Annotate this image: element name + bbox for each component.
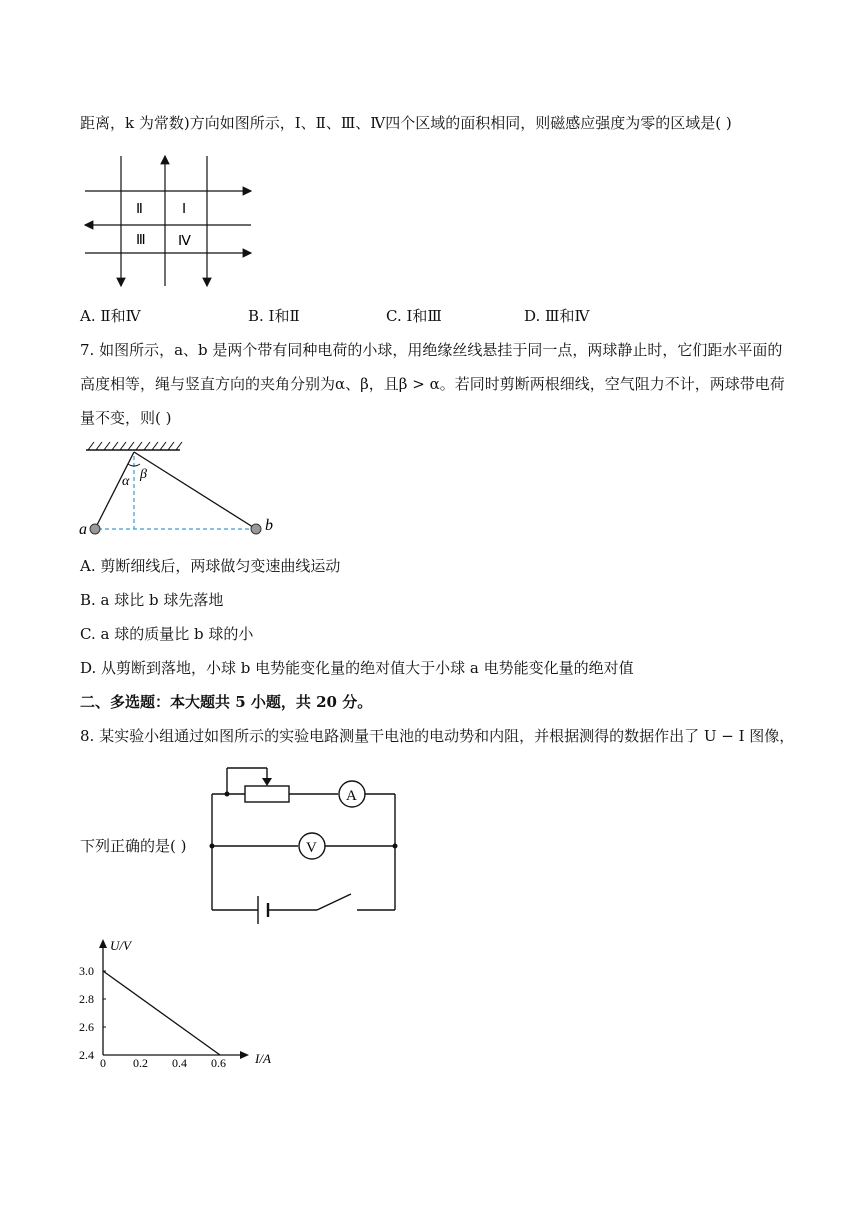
x-axis-label: I/A [255,1051,271,1066]
q7-stem-line1: 7. 如图所示，a、b 是两个带有同种电荷的小球，用绝缘丝线悬挂于同一点，两球静止时，它们距水平面的 [80,341,783,359]
y-tick-label: 2.8 [79,992,94,1006]
region-label-4: Ⅳ [178,234,191,249]
region-label-1: Ⅰ [182,202,187,217]
y-axis-label: U/V [110,938,131,953]
label-b: b [265,517,273,534]
q7-stem-line3: 量不变，则( ) [80,409,172,427]
label-a: a [79,521,87,538]
region-label-2: Ⅱ [136,202,143,217]
q6-option-c[interactable]: C. Ⅰ和Ⅲ [386,307,442,325]
q6-option-d[interactable]: D. Ⅲ和Ⅳ [524,307,590,325]
region-label-3: Ⅲ [136,233,146,248]
x-tick-label: 0.2 [133,1056,148,1070]
switch [317,894,351,910]
y-tick-label: 2.6 [79,1020,94,1034]
ball-b [251,524,261,534]
ball-a [90,524,100,534]
label-beta: β [140,467,147,482]
q8-stem-line1: 8. 某实验小组通过如图所示的实验电路测量干电池的电动势和内阻，并根据测得的数据作出了 U − I 图像， [80,727,795,745]
voltmeter-label: V [306,840,317,856]
q7-option-a[interactable]: A. 剪断细线后，两球做匀变速曲线运动 [80,557,341,575]
x-tick-label: 0 [100,1056,106,1070]
ceiling-hatch [88,442,182,450]
x-tick-label: 0.4 [172,1056,187,1070]
q7-pendulum-figure [76,440,286,540]
rheostat [245,786,289,802]
q6-stem: 距离，k 为常数)方向如图所示，Ⅰ、Ⅱ、Ⅲ、Ⅳ四个区域的面积相同，则磁感应强度为零的区域是( ) [80,114,732,132]
ammeter-label: A [346,788,357,804]
label-alpha: α [122,474,130,489]
q8-circuit-figure [205,760,405,932]
q8-ui-chart [76,936,286,1072]
y-tick-label: 3.0 [79,964,94,978]
q6-wire-figure [78,150,263,290]
q7-stem-line2: 高度相等，绳与竖直方向的夹角分别为α、β，且β > α。若同时剪断两根细线，空气阻力不计，两球带电荷 [80,375,785,393]
y-tick-label: 2.4 [79,1048,94,1062]
q7-option-c[interactable]: C. a 球的质量比 b 球的小 [80,625,254,643]
q8-stem-line2: 下列正确的是( ) [80,837,187,855]
x-tick-label: 0.6 [211,1056,226,1070]
string-b [134,452,256,529]
q6-option-b[interactable]: B. Ⅰ和Ⅱ [248,307,300,325]
q6-option-a[interactable]: A. Ⅱ和Ⅳ [80,307,141,325]
series-line [103,971,220,1055]
string-a [95,452,134,529]
section-heading-multiple-choice: 二、多选题：本大题共 5 小题，共 20 分。 [80,693,373,711]
q7-option-b[interactable]: B. a 球比 b 球先落地 [80,591,224,609]
q7-option-d[interactable]: D. 从剪断到落地，小球 b 电势能变化量的绝对值大于小球 a 电势能变化量的绝对值 [80,659,634,677]
